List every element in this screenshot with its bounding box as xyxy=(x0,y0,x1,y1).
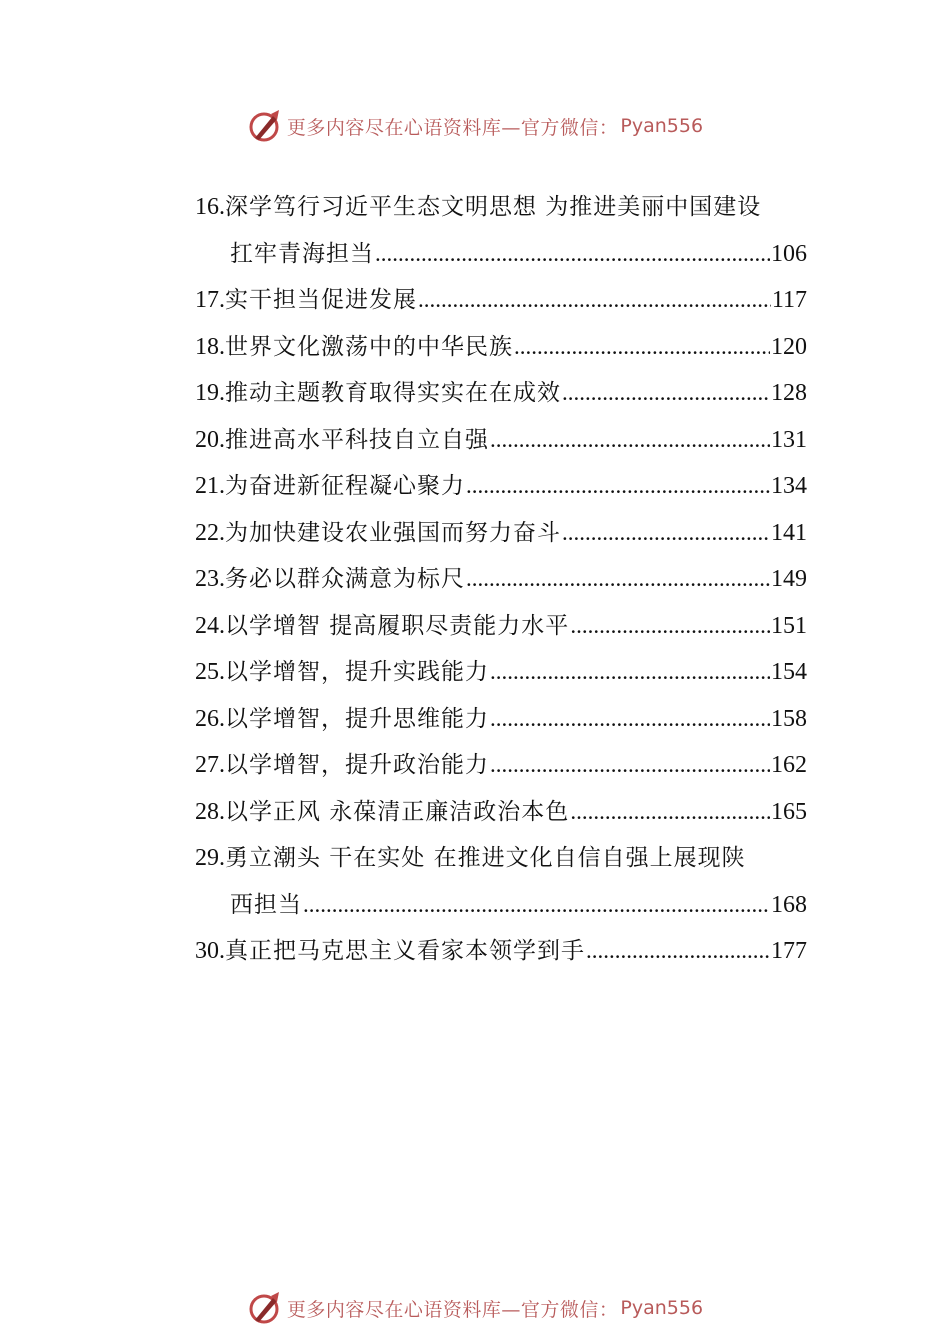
toc-page-number: 128 xyxy=(771,380,807,406)
toc-title: 勇立潮头 干在实处 在推进文化自信自强上展现陕 xyxy=(225,845,746,871)
toc-entry-25[interactable] xyxy=(195,649,807,696)
toc-entry-29[interactable] xyxy=(195,835,807,928)
toc-title: 以学增智，提升实践能力 xyxy=(225,659,489,685)
toc-title: 以学正风 永葆清正廉洁政治本色 xyxy=(225,798,570,825)
toc-number: 23. xyxy=(195,566,225,592)
toc-entry-16[interactable] xyxy=(195,184,807,277)
toc-leader-dots xyxy=(562,510,770,557)
toc-page-number: 117 xyxy=(771,287,807,313)
toc-page-number: 106 xyxy=(771,240,807,267)
toc-leader-dots xyxy=(490,742,770,789)
toc-entry-17[interactable] xyxy=(195,277,807,324)
toc-page-number: 158 xyxy=(771,705,807,732)
toc-entry-26[interactable] xyxy=(195,696,807,743)
watermark-footer xyxy=(0,1288,950,1328)
toc-title: 深学笃行习近平生态文明思想 为推进美丽中国建设 xyxy=(225,194,762,220)
toc-entry-30[interactable] xyxy=(195,928,807,975)
toc-number: 18. xyxy=(195,333,225,360)
toc-leader-dots xyxy=(418,277,771,324)
toc-title: 实干担当促进发展 xyxy=(225,287,417,313)
toc-number: 29. xyxy=(195,845,225,871)
toc-page-number: 149 xyxy=(771,566,807,592)
toc-entry-20[interactable] xyxy=(195,417,807,464)
watermark-header xyxy=(0,106,950,146)
toc-number: 30. xyxy=(195,938,225,964)
toc-page-number: 141 xyxy=(771,519,807,546)
toc-title-continued: 西担当 xyxy=(230,891,302,918)
toc-entry-21[interactable] xyxy=(195,463,807,510)
toc-title: 以学增智 提高履职尽责能力水平 xyxy=(225,612,570,639)
toc-leader-dots xyxy=(466,556,770,603)
toc-number: 17. xyxy=(195,287,225,313)
toc-leader-dots xyxy=(303,882,770,929)
toc-leader-dots xyxy=(490,649,770,696)
toc-number: 26. xyxy=(195,705,225,732)
toc-entry-18[interactable] xyxy=(195,324,807,371)
toc-number: 24. xyxy=(195,612,225,639)
toc-leader-dots xyxy=(570,789,770,836)
toc-title: 推进高水平科技自立自强 xyxy=(225,426,489,453)
toc-title: 为加快建设农业强国而努力奋斗 xyxy=(225,519,561,546)
toc-entry-24[interactable] xyxy=(195,603,807,650)
toc-page-number: 165 xyxy=(771,798,807,825)
toc-leader-dots xyxy=(514,324,770,371)
table-of-contents xyxy=(195,184,807,975)
toc-page-number: 162 xyxy=(771,752,807,778)
toc-page-number: 120 xyxy=(771,333,807,360)
toc-page-number: 177 xyxy=(771,938,807,964)
toc-page-number: 168 xyxy=(771,891,807,918)
toc-page-number: 151 xyxy=(771,612,807,639)
toc-title: 务必以群众满意为标尺 xyxy=(225,566,465,592)
pen-logo-icon xyxy=(247,1290,283,1326)
toc-title: 以学增智，提升思维能力 xyxy=(225,705,489,732)
watermark-wechat-id: Pyan556 xyxy=(620,1297,704,1319)
toc-number: 19. xyxy=(195,380,225,406)
toc-number: 27. xyxy=(195,752,225,778)
toc-leader-dots xyxy=(586,928,770,975)
toc-title-continued: 扛牢青海担当 xyxy=(230,240,374,267)
toc-entry-19[interactable] xyxy=(195,370,807,417)
toc-number: 25. xyxy=(195,659,225,685)
toc-number: 16. xyxy=(195,194,225,220)
toc-entry-28[interactable] xyxy=(195,789,807,836)
toc-entry-23[interactable] xyxy=(195,556,807,603)
toc-title: 真正把马克思主义看家本领学到手 xyxy=(225,938,585,964)
watermark-text: 更多内容尽在心语资料库—官方微信： xyxy=(286,1298,619,1321)
toc-leader-dots xyxy=(490,696,770,743)
toc-leader-dots xyxy=(466,463,770,510)
toc-leader-dots xyxy=(570,603,770,650)
toc-number: 28. xyxy=(195,798,225,825)
watermark-text: 更多内容尽在心语资料库—官方微信： xyxy=(286,116,619,139)
toc-page-number: 131 xyxy=(771,426,807,453)
toc-leader-dots xyxy=(375,231,770,278)
toc-title: 以学增智，提升政治能力 xyxy=(225,752,489,778)
toc-page-number: 154 xyxy=(771,659,807,685)
toc-title: 为奋进新征程凝心聚力 xyxy=(225,473,465,499)
toc-entry-22[interactable] xyxy=(195,510,807,557)
toc-leader-dots xyxy=(490,417,770,464)
toc-leader-dots xyxy=(562,370,770,417)
toc-title: 世界文化激荡中的中华民族 xyxy=(225,333,513,360)
watermark-wechat-id: Pyan556 xyxy=(620,115,704,137)
toc-number: 22. xyxy=(195,519,225,546)
toc-number: 21. xyxy=(195,473,225,499)
toc-entry-27[interactable] xyxy=(195,742,807,789)
toc-number: 20. xyxy=(195,426,225,453)
toc-title: 推动主题教育取得实实在在成效 xyxy=(225,380,561,406)
toc-page-number: 134 xyxy=(771,473,807,499)
pen-logo-icon xyxy=(247,108,283,144)
